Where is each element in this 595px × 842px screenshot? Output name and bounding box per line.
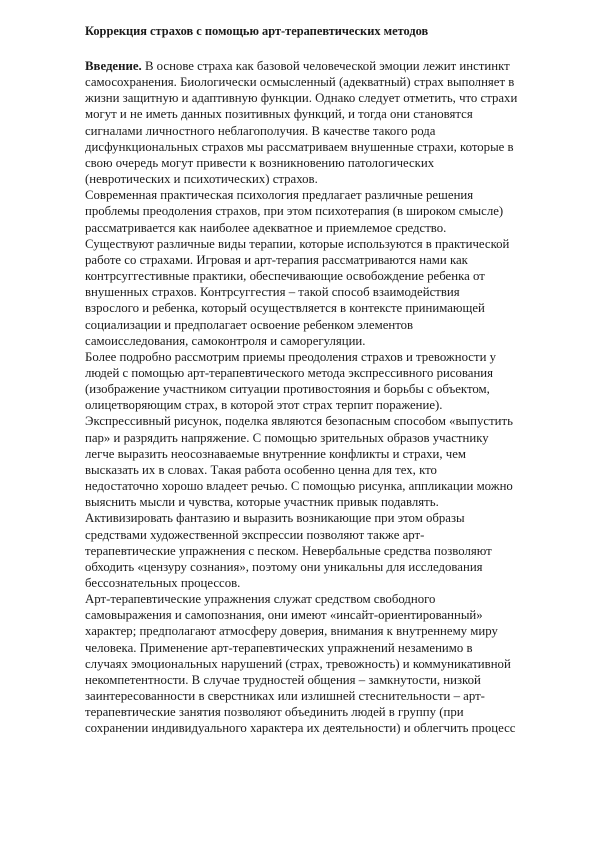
- body-line: терапевтические занятия позволяют объединить людей в группу (при: [85, 705, 464, 720]
- body-line: взрослого и ребенка, который осуществляется в контексте принимающей: [85, 301, 485, 316]
- body-line: характер; предполагают атмосферу доверия, внимания к внутреннему миру: [85, 624, 498, 639]
- body-line: свою очередь могут привести к возникновению патологических: [85, 155, 435, 170]
- body-line: человека. Применение арт-терапевтических упражнений незаменимо в: [85, 640, 473, 655]
- body-line: дисфункциональных страхов мы рассматриваем внушенные страхи, которые в: [85, 139, 514, 154]
- body-line: людей с помощью арт-терапевтического метода экспрессивного рисования: [85, 365, 494, 380]
- body-line: могут и не иметь данных позитивных функций, и тогда они становятся: [85, 107, 473, 122]
- body-line: Современная практическая психология предлагает различные решения: [85, 188, 474, 203]
- body-line: легче выразить неосознаваемые внутренние конфликты и страхи, чем: [85, 446, 467, 461]
- body-line: самоисследования, самоконтроля и саморегуляции.: [85, 333, 366, 348]
- body-line: жизни защитную и адаптивную функции. Однако следует отметить, что страхи: [85, 91, 518, 106]
- body-line: контрсуггестивные практики, обеспечивающие освобождение ребенка от: [85, 269, 485, 284]
- body-line: Существуют различные виды терапии, которые используются в практической: [85, 236, 510, 251]
- body-line: Арт-терапевтические упражнения служат средством свободного: [85, 592, 436, 607]
- body-line: работе со страхами. Игровая и арт-терапия рассматриваются нами как: [85, 252, 468, 267]
- body-line: (невротических и психотических) страхов.: [85, 172, 318, 187]
- body-line: пар» и разрядить напряжение. С помощью зрительных образов участнику: [85, 430, 489, 445]
- body-line: случаях эмоциональных нарушений (страх, тревожность) и коммуникативной: [85, 656, 511, 671]
- body-line: самосохранения. Биологически осмысленный (адекватный) страх выполняет в: [85, 75, 515, 90]
- body-line: Более подробно рассмотрим приемы преодоления страхов и тревожности у: [85, 349, 497, 364]
- body-line: некомпетентности. В случае трудностей общения – замкнутости, низкой: [85, 672, 481, 687]
- body-line: Экспрессивный рисунок, поделка являются безопасным способом «выпустить: [85, 414, 513, 429]
- body-line: самовыражения и самопознания, они имеют «инсайт-ориентированный»: [85, 608, 483, 623]
- body-line: заинтересованности в сверстниках или излишней стеснительности – арт-: [85, 689, 485, 704]
- body-line: [85, 58, 555, 74]
- body-line: рассматривается как наиболее адекватное и приемлемое средство.: [85, 220, 447, 235]
- body-line: (изображение участником ситуации противостояния и борьбы с объектом,: [85, 382, 490, 397]
- intro-label: Введение.: [85, 59, 142, 73]
- body-line: внушенных страхов. Контрсуггестия – такой способ взаимодействия: [85, 285, 460, 300]
- body-line-text: В основе страха как базовой человеческой эмоции лежит инстинкт: [141, 59, 510, 73]
- body-line: обходить «цензуру сознания», поэтому они уникальны для исследования: [85, 559, 483, 574]
- body-line: Активизировать фантазию и выразить возникающие при этом образы: [85, 511, 465, 526]
- body-line: бессознательных процессов.: [85, 576, 241, 590]
- document-title: Коррекция страхов с помощью арт-терапевтических методов: [85, 24, 429, 38]
- body-line: сохранении индивидуального характера их деятельности) и облегчить процесс: [85, 721, 516, 736]
- body-line: проблемы преодоления страхов, при этом психотерапия (в широком смысле): [85, 204, 504, 219]
- body-line: средствами художественной экспрессии позволяют также арт-: [85, 527, 425, 542]
- body-line: социализации и предполагает освоение ребенком элементов: [85, 317, 414, 332]
- body-line: высказать их в словах. Такая работа особенно ценна для тех, кто: [85, 462, 437, 477]
- body-line: терапевтические упражнения с песком. Невербальные средства позволяют: [85, 543, 492, 558]
- body-line: олицетворяющим страх, в которой этот страх терпит поражение).: [85, 398, 443, 413]
- body-line: сигналами личностного неблагополучия. В качестве такого рода: [85, 123, 436, 138]
- body-line: выяснить мысли и чувства, которые участник привык подавлять.: [85, 495, 439, 510]
- document-body: [85, 58, 555, 737]
- body-line: недостаточно хорошо владеет речью. С помощью рисунка, аппликации можно: [85, 479, 513, 494]
